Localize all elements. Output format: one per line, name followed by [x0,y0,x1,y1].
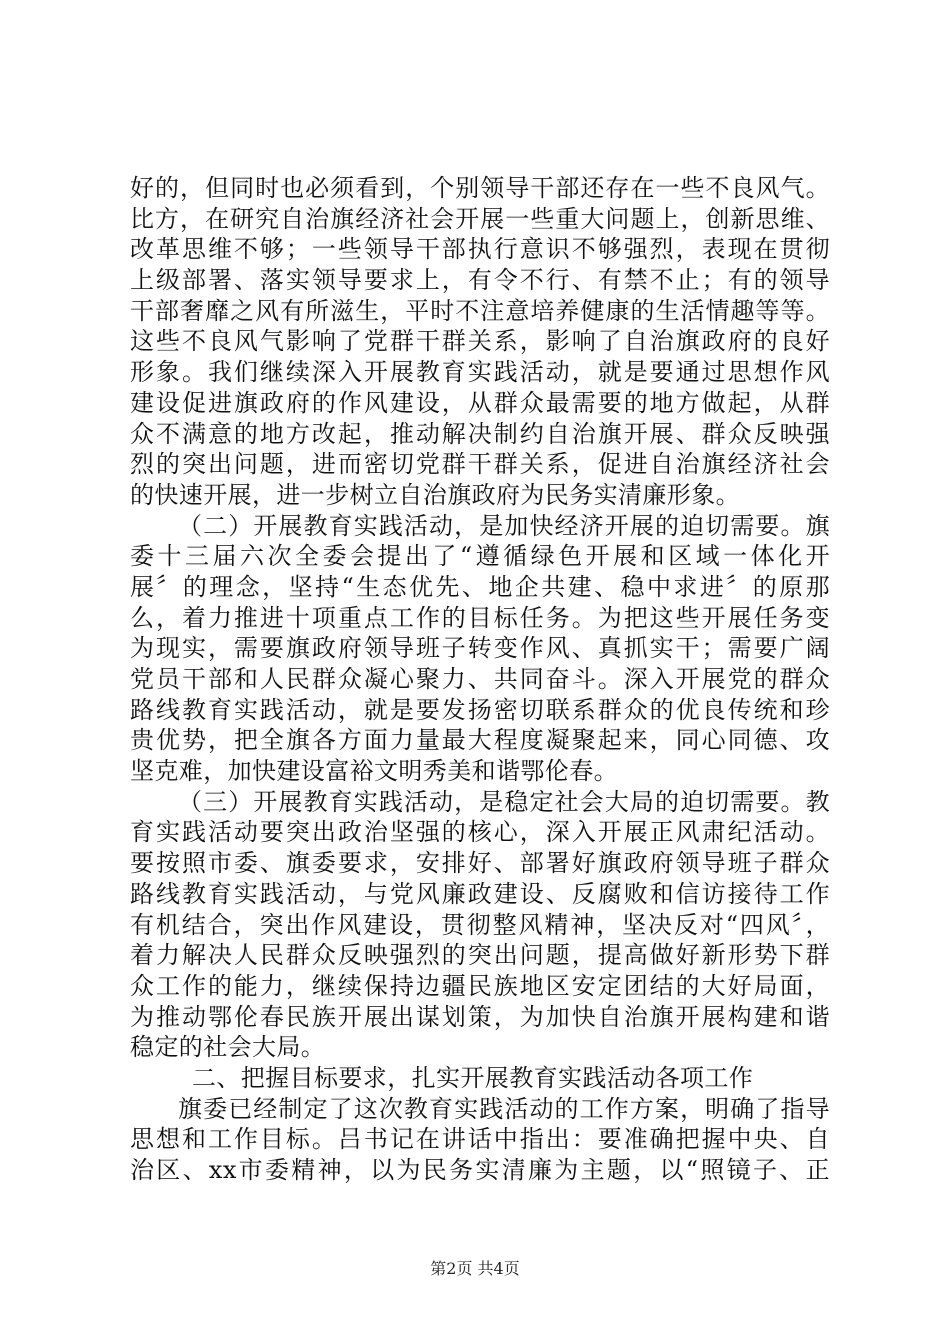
text-line: 众工作的能力，继续保持边疆民族地区安定团结的大好局面， [130,971,830,1000]
text-line: 为现实，需要旗政府领导班子转变作风、真抓实干；需要广阔 [130,634,830,663]
text-line: 改革思维不够；一些领导干部执行意识不够强烈，表现在贯彻 [130,235,830,264]
text-line: 形象。我们继续深入开展教育实践活动，就是要通过思想作风 [130,358,830,387]
text-line: 路线教育实践活动，与党风廉政建设、反腐败和信访接待工作 [130,879,830,908]
text-line: 上级部署、落实领导要求上，有令不行、有禁不止；有的领导 [130,266,830,295]
text-line: 党员干部和人民群众凝心聚力、共同奋斗。深入开展党的群众 [130,665,830,693]
text-line: 为推动鄂伦春民族开展出谋划策，为加快自治旗开展构建和谐 [130,1002,830,1031]
text-line: 坚克难，加快建设富裕文明秀美和谐鄂伦春。 [130,757,618,786]
text-line: 建设促进旗政府的作风建设，从群众最需要的地方做起，从群 [130,388,830,417]
text-line: 展〞的理念，坚持“生态优先、地企共建、稳中求进〞的原那 [130,572,830,601]
paragraph-start-line: （二）开展教育实践活动，是加快经济开展的迫切需要。旗 [178,511,830,540]
text-line: 比方，在研究自治旗经济社会开展一些重大问题上，创新思维、 [130,204,830,233]
text-line: 委十三届六次全委会提出了“遵循绿色开展和区域一体化开 [130,542,830,571]
text-line: 要按照市委、旗委要求，安排好、部署好旗政府领导班子群众 [130,849,830,878]
text-line: 治区、xx市委精神，以为民务实清廉为主题，以“照镜子、正 [130,1156,830,1184]
text-line: 这些不良风气影响了党群干群关系，影响了自治旗政府的良好 [130,327,830,356]
text-line: 么，着力推进十项重点工作的目标任务。为把这些开展任务变 [130,603,830,632]
text-line: 路线教育实践活动，就是要发扬密切联系群众的优良传统和珍 [130,695,830,724]
paragraph-start-line: （三）开展教育实践活动，是稳定社会大局的迫切需要。教 [178,787,830,816]
text-line: 有机结合，突出作风建设，贯彻整风精神，坚决反对“四风〞， [130,910,830,939]
text-line: 众不满意的地方改起，推动解决制约自治旗开展、群众反映强 [130,419,830,448]
text-line: 贵优势，把全旗各方面力量最大程度凝聚起来，同心同德、攻 [130,726,830,755]
text-line: 烈的突出问题，进而密切党群干群关系，促进自治旗经济社会 [130,450,830,479]
paragraph-start-line: 旗委已经制定了这次教育实践活动的工作方案，明确了指导 [178,1094,830,1123]
document-body [130,173,830,1186]
text-line: 好的，但同时也必须看到，个别领导干部还存在一些不良风气。 [130,174,830,202]
section-heading: 二、把握目标要求，扎实开展教育实践活动各项工作 [192,1063,754,1092]
text-line: 思想和工作目标。吕书记在讲话中指出：要准确把握中央、自 [130,1125,830,1154]
text-line: 的快速开展，进一步树立自治旗政府为民务实清廉形象。 [130,480,740,509]
page-number-footer: 第2页 共4页 [430,1259,520,1278]
text-line: 干部奢靡之风有所滋生，平时不注意培养健康的生活情趣等等。 [130,296,830,325]
text-line: 育实践活动要突出政治坚强的核心，深入开展正风肃纪活动。 [130,818,830,847]
text-line: 稳定的社会大局。 [130,1033,326,1062]
text-line: 着力解决人民群众反映强烈的突出问题，提高做好新形势下群 [130,941,830,970]
